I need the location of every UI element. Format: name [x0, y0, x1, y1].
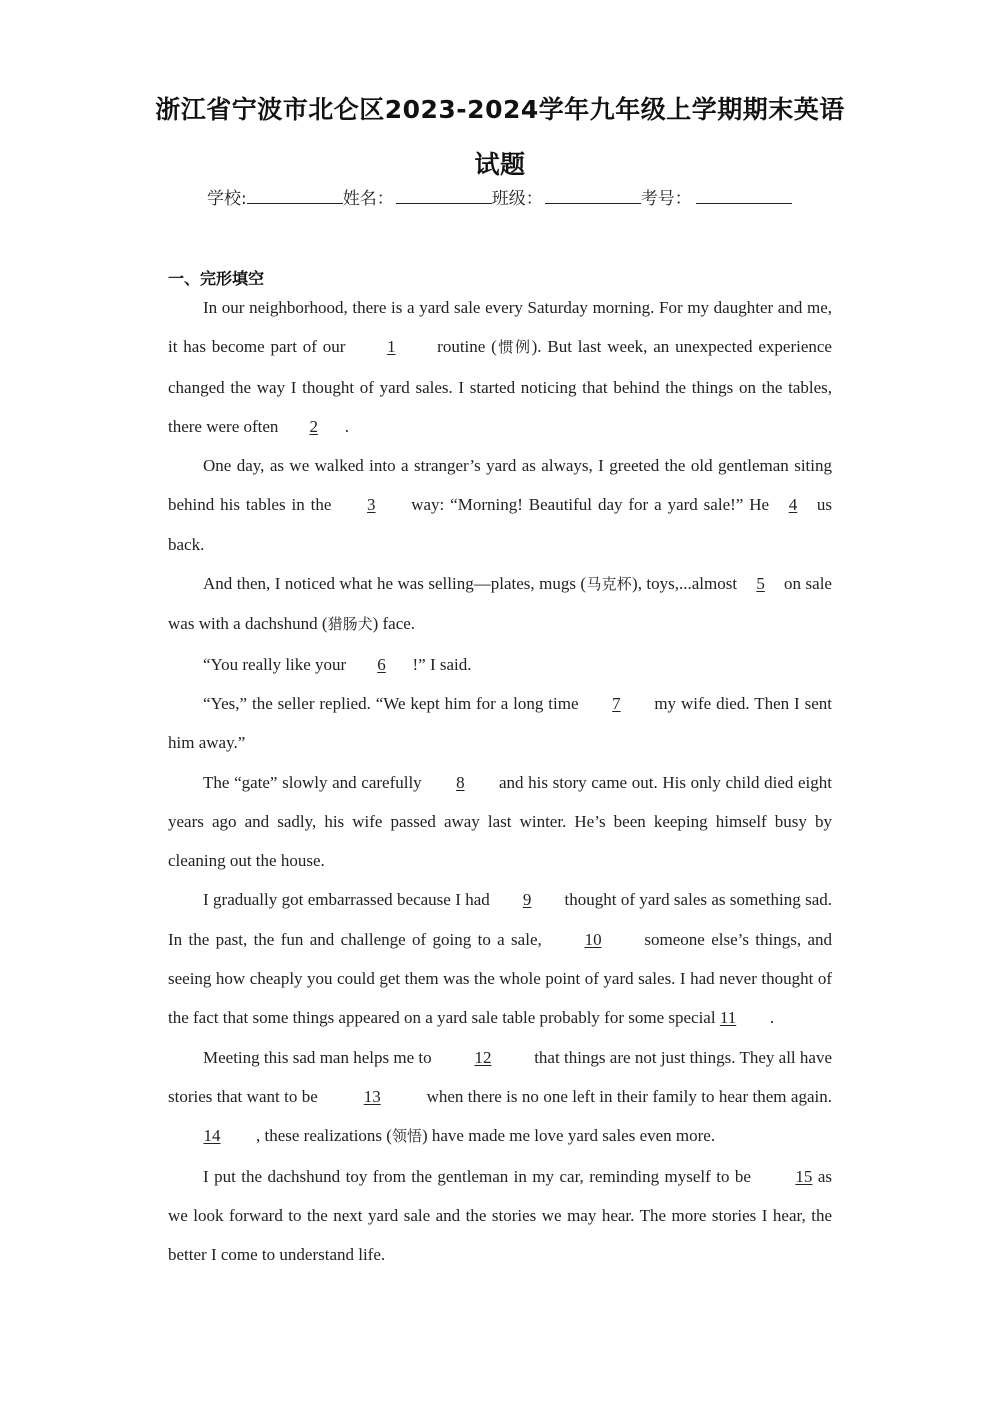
text-run: In our neighborhood, there is a yard sale every Saturday morning. For my daughter and me, it has become part of our	[168, 298, 832, 357]
chinese-gloss: 惯例	[496, 338, 532, 357]
text-run: .	[344, 416, 349, 436]
text-run: us back.	[168, 495, 832, 554]
blank-2[interactable]: 2	[309, 416, 318, 436]
section-heading: 一、完形填空	[168, 269, 265, 288]
class-field[interactable]	[545, 189, 641, 204]
name-label: 姓名：	[342, 189, 394, 209]
paragraph-8	[168, 1038, 832, 1157]
text-run: ) have made me love yard sales even more.	[421, 1126, 716, 1146]
blank-11[interactable]: 11	[719, 1008, 737, 1028]
blank-10[interactable]: 10	[584, 929, 602, 949]
text-run: on sale was with a dachshund (	[168, 574, 832, 634]
name-field[interactable]	[396, 189, 492, 204]
blank-4[interactable]: 4	[788, 495, 798, 515]
paragraph-1	[168, 288, 832, 446]
paragraph-3	[168, 564, 832, 645]
number-field[interactable]	[696, 189, 792, 204]
blank-9[interactable]: 9	[522, 890, 532, 910]
text-run: “You really like your	[203, 654, 351, 674]
text-run: And then, I noticed what he was selling—plates, mugs (	[203, 574, 587, 594]
text-run: , these realizations (	[256, 1126, 392, 1146]
chinese-gloss: 马克杯	[586, 575, 633, 594]
text-run: when there is no one left in their family to hear them again.	[422, 1086, 832, 1106]
text-run: someone else’s things, and seeing how cheaply you could get them was the whole point of yard sales. I had never thought of the fact that some things appeared on a yard sale table probably for some special	[168, 929, 832, 1028]
blank-15[interactable]: 15	[795, 1166, 813, 1186]
class-label: 班级：	[491, 189, 543, 209]
text-run: ), toys,...almost	[632, 574, 742, 594]
text-run: routine (	[431, 337, 497, 357]
student-info-row	[207, 184, 792, 209]
chinese-gloss: 猎肠犬	[327, 615, 373, 634]
paragraph-2	[168, 446, 832, 564]
blank-1[interactable]: 1	[387, 337, 396, 357]
text-run: .	[769, 1008, 775, 1028]
paragraph-5	[168, 684, 832, 763]
text-run: ) face.	[372, 614, 416, 634]
number-label: 考号：	[640, 189, 692, 209]
blank-12[interactable]: 12	[474, 1047, 492, 1067]
text-run: and his story came out. His only child died eight years ago and sadly, his wife passed away last winter. He’s been keeping himself busy by cleaning out the house.	[168, 772, 832, 871]
cloze-passage	[168, 288, 832, 1274]
text-run: way: “Morning! Beautiful day for a yard sale!” He	[405, 495, 775, 515]
text-run: I gradually got embarrassed because I had	[203, 890, 495, 910]
chinese-gloss: 领悟	[391, 1127, 422, 1146]
text-run: “Yes,” the seller replied. “We kept him for a long time	[203, 693, 584, 713]
text-run: as we look forward to the next yard sale and the stories we may hear. The more stories I hear, the better I come to understand life.	[168, 1166, 832, 1265]
paragraph-4	[168, 645, 832, 684]
blank-5[interactable]: 5	[756, 574, 765, 594]
paragraph-7	[168, 880, 832, 1037]
paragraph-6	[168, 763, 832, 881]
text-run: !” I said.	[412, 654, 472, 674]
text-run: ). But last week, an unexpected experience changed the way I thought of yard sales. I started noticing that behind the things on the tables, there were often	[168, 337, 832, 436]
exam-title-line2: 试题	[474, 150, 526, 179]
text-run: Meeting this sad man helps me to	[203, 1047, 436, 1067]
exam-title-line1: 浙江省宁波市北仑区2023-2024学年九年级上学期期末英语	[155, 95, 845, 124]
blank-6[interactable]: 6	[377, 654, 386, 674]
text-run: One day, as we walked into a stranger’s yard as always, I greeted the old gentleman siting behind his tables in the	[168, 456, 832, 515]
text-run: thought of yard sales as something sad. In the past, the fun and challenge of going to a sale,	[168, 890, 832, 949]
blank-7[interactable]: 7	[612, 693, 621, 713]
blank-13[interactable]: 13	[363, 1086, 381, 1106]
text-run: The “gate” slowly and carefully	[203, 772, 427, 792]
paragraph-9	[168, 1157, 832, 1275]
text-run: my wife died. Then I sent him away.”	[168, 693, 832, 753]
school-label: 学校:	[207, 189, 247, 209]
text-run: I put the dachshund toy from the gentleman in my car, reminding myself to be	[203, 1166, 757, 1186]
text-run: that things are not just things. They all have stories that want to be	[168, 1047, 832, 1106]
blank-3[interactable]: 3	[367, 495, 376, 515]
blank-8[interactable]: 8	[456, 772, 465, 792]
school-field[interactable]	[247, 189, 343, 204]
blank-14[interactable]: 14	[203, 1126, 221, 1146]
